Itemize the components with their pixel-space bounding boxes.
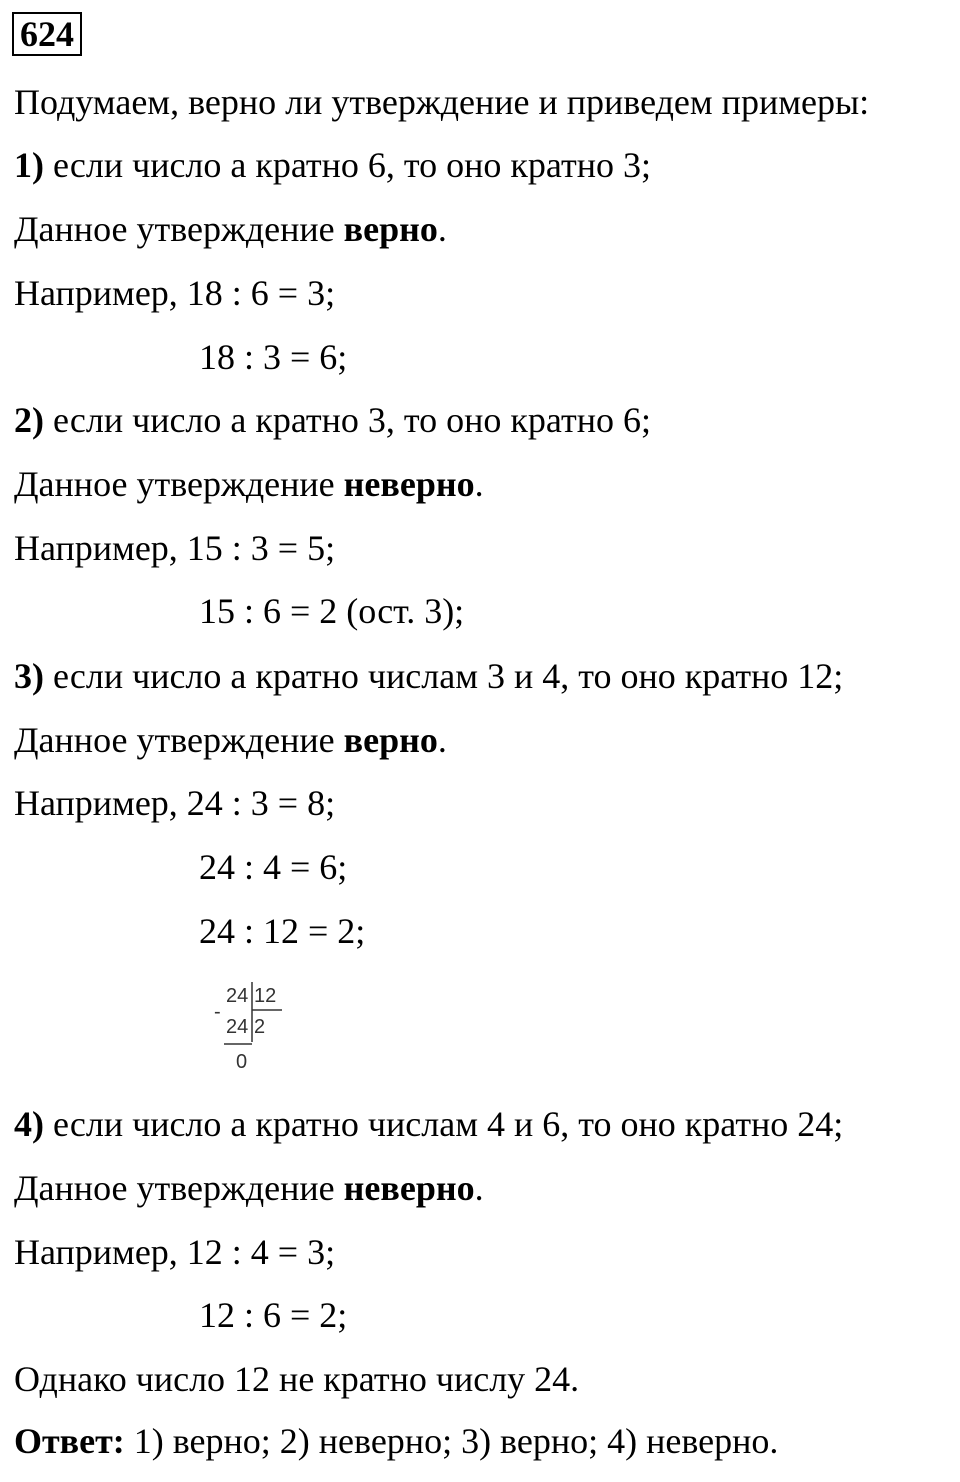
example-prefix: Например, xyxy=(14,1232,187,1272)
verdict-word: неверно xyxy=(343,464,475,504)
item-2-verdict xyxy=(14,464,484,504)
division-dividend: 24 xyxy=(226,985,249,1007)
example-equation: 15 : 3 = 5; xyxy=(186,528,336,568)
verdict-suffix: . xyxy=(474,1168,484,1208)
intro-text: Подумаем, верно ли утверждение и приведем примеры: xyxy=(14,82,870,122)
verdict-word: неверно xyxy=(343,1168,475,1208)
item-3-example-2: 24 : 4 = 6; xyxy=(199,847,348,887)
verdict-suffix: . xyxy=(437,209,447,249)
example-prefix: Например, xyxy=(14,273,187,313)
verdict-prefix: Данное утверждение xyxy=(14,720,344,760)
answer-label: Ответ: xyxy=(14,1421,125,1461)
item-1-statement-text: если число а кратно 6, то оно кратно 3; xyxy=(44,145,651,185)
item-1-verdict xyxy=(14,209,447,249)
long-division-figure xyxy=(212,978,292,1074)
item-2-statement-text: если число а кратно 3, то оно кратно 6; xyxy=(44,400,651,440)
verdict-suffix: . xyxy=(474,464,484,504)
long-division xyxy=(212,978,292,1074)
item-2-statement xyxy=(14,400,651,440)
verdict-suffix: . xyxy=(437,720,447,760)
example-equation: 18 : 6 = 3; xyxy=(186,273,336,313)
item-4-verdict xyxy=(14,1168,484,1208)
item-4-statement-text: если число а кратно числам 4 и 6, то оно кратно 24; xyxy=(44,1104,844,1144)
item-4-statement xyxy=(14,1104,843,1144)
item-3-example-1 xyxy=(14,783,335,823)
item-2-example-1 xyxy=(14,528,335,568)
item-1-statement xyxy=(14,145,651,185)
item-2-example-2: 15 : 6 = 2 (ост. 3); xyxy=(199,591,465,631)
item-4-example-1 xyxy=(14,1232,335,1272)
example-prefix: Например, xyxy=(14,528,187,568)
example-prefix: Например, xyxy=(14,783,187,823)
item-3-statement xyxy=(14,656,843,696)
note-text: Однако число 12 не кратно числу 24. xyxy=(14,1359,580,1399)
item-2-number: 2) xyxy=(14,400,44,440)
answer-text: 1) верно; 2) неверно; 3) верно; 4) неверно. xyxy=(124,1421,779,1461)
example-equation: 12 : 4 = 3; xyxy=(186,1232,336,1272)
item-4-example-2: 12 : 6 = 2; xyxy=(199,1295,348,1335)
item-4-number: 4) xyxy=(14,1104,44,1144)
item-3-statement-text: если число а кратно числам 3 и 4, то оно кратно 12; xyxy=(44,656,844,696)
item-1-number: 1) xyxy=(14,145,44,185)
item-1-example-2: 18 : 3 = 6; xyxy=(199,337,348,377)
item-3-number: 3) xyxy=(14,656,44,696)
verdict-prefix: Данное утверждение xyxy=(14,209,344,249)
task-number: 624 xyxy=(12,12,82,56)
example-equation: 24 : 3 = 8; xyxy=(186,783,336,823)
division-quotient: 2 xyxy=(254,1016,266,1038)
division-remainder: 0 xyxy=(236,1051,248,1073)
division-minus-sign: - xyxy=(214,1001,221,1023)
verdict-word: верно xyxy=(343,209,438,249)
verdict-prefix: Данное утверждение xyxy=(14,1168,344,1208)
verdict-prefix: Данное утверждение xyxy=(14,464,344,504)
division-divisor: 12 xyxy=(254,985,277,1007)
division-subtrahend: 24 xyxy=(226,1016,249,1038)
item-1-example-1 xyxy=(14,273,335,313)
verdict-word: верно xyxy=(343,720,438,760)
item-3-verdict xyxy=(14,720,447,760)
answer-line xyxy=(14,1421,778,1461)
item-3-example-3: 24 : 12 = 2; xyxy=(199,911,366,951)
